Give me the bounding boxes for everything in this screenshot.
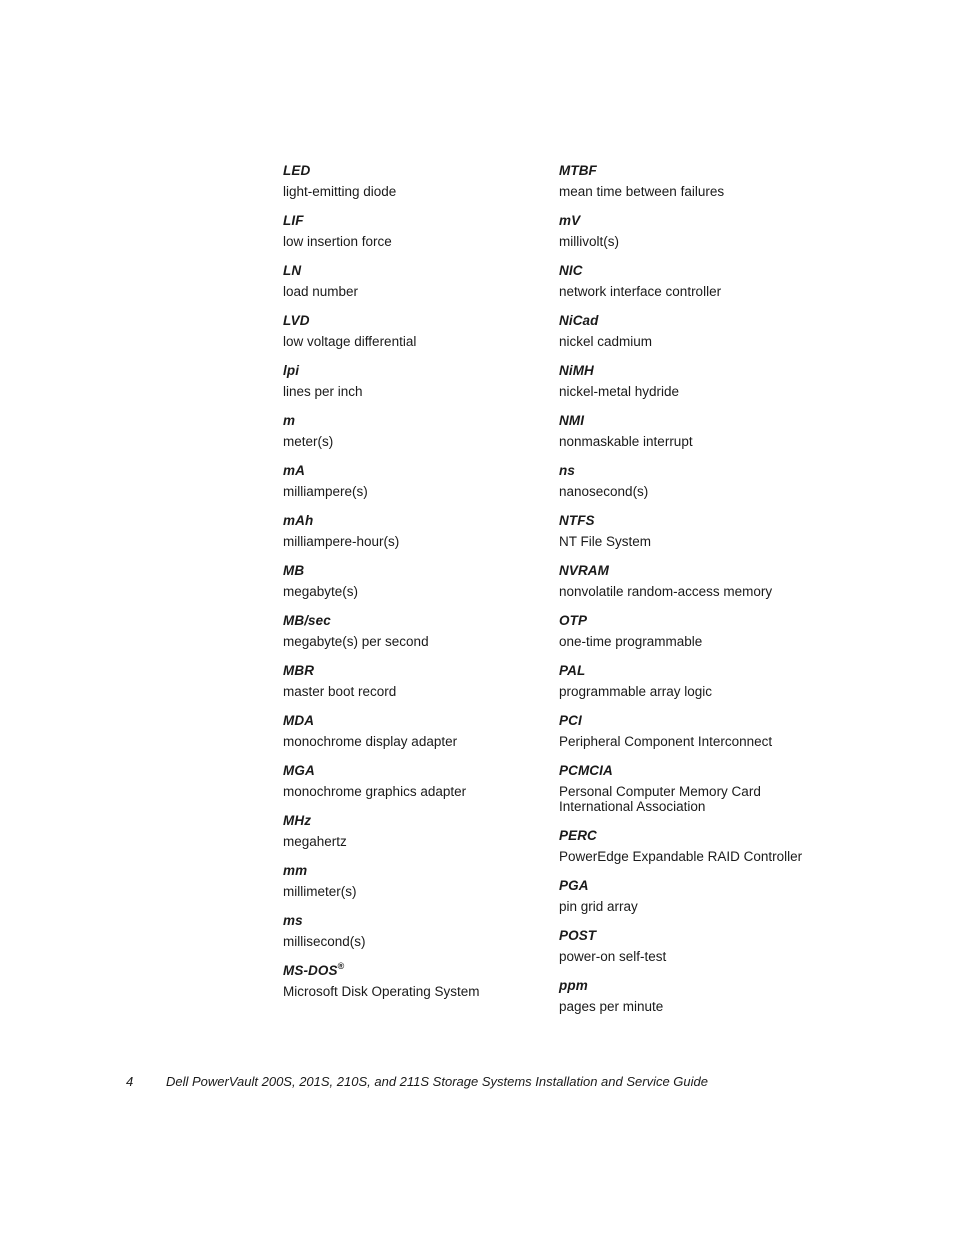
glossary-entry bbox=[283, 862, 545, 899]
glossary-entry bbox=[283, 762, 545, 799]
glossary-term bbox=[559, 662, 829, 680]
glossary-term bbox=[283, 512, 545, 530]
glossary-definition: megahertz bbox=[283, 834, 347, 849]
glossary-entry bbox=[559, 877, 829, 914]
glossary-entry bbox=[283, 412, 545, 449]
glossary-term bbox=[559, 412, 829, 430]
glossary-entry bbox=[283, 562, 545, 599]
glossary-term bbox=[283, 862, 545, 880]
page-number: 4 bbox=[126, 1074, 134, 1089]
glossary-definition: power-on self-test bbox=[559, 949, 667, 964]
glossary-term-text: mAh bbox=[283, 513, 314, 528]
glossary-definition: Microsoft Disk Operating System bbox=[283, 984, 480, 999]
glossary-term bbox=[559, 562, 829, 580]
glossary-definition: lines per inch bbox=[283, 384, 363, 399]
glossary-entry bbox=[559, 662, 829, 699]
glossary-term bbox=[559, 977, 829, 995]
glossary-term-text: NiMH bbox=[559, 363, 594, 378]
glossary-term-text: ns bbox=[559, 463, 575, 478]
glossary-term bbox=[559, 362, 829, 380]
registered-mark: ® bbox=[337, 960, 345, 971]
glossary-definition: megabyte(s) per second bbox=[283, 634, 429, 649]
glossary-term-text: mA bbox=[283, 463, 305, 478]
glossary-definition: nonvolatile random-access memory bbox=[559, 584, 773, 599]
glossary-term bbox=[283, 362, 545, 380]
glossary-term bbox=[559, 512, 829, 530]
document-title: Dell PowerVault 200S, 201S, 210S, and 211S Storage Systems Installation and Service Guide bbox=[166, 1074, 708, 1089]
glossary-definition: Personal Computer Memory Card International Association bbox=[559, 784, 761, 814]
glossary-definition: monochrome display adapter bbox=[283, 734, 458, 749]
glossary-entry bbox=[559, 412, 829, 449]
glossary-term-text: mV bbox=[559, 213, 581, 228]
glossary-term-text: PCI bbox=[559, 713, 582, 728]
glossary-definition: network interface controller bbox=[559, 284, 722, 299]
glossary-definition: nickel-metal hydride bbox=[559, 384, 680, 399]
glossary-entry bbox=[559, 462, 829, 499]
glossary-term bbox=[559, 312, 829, 330]
glossary-term-text: OTP bbox=[559, 613, 588, 628]
glossary-definition: load number bbox=[283, 284, 359, 299]
glossary-entry bbox=[559, 612, 829, 649]
glossary-term-text: POST bbox=[559, 928, 597, 943]
glossary-term-text: PERC bbox=[559, 828, 597, 843]
glossary-term-text: PCMCIA bbox=[559, 763, 613, 778]
glossary-entry bbox=[283, 362, 545, 399]
glossary-term-text: NIC bbox=[559, 263, 583, 278]
glossary-definition: millivolt(s) bbox=[559, 234, 619, 249]
glossary-entry bbox=[559, 362, 829, 399]
glossary-term bbox=[559, 212, 829, 230]
glossary-term bbox=[559, 612, 829, 630]
glossary-entry bbox=[283, 462, 545, 499]
glossary-entry bbox=[283, 612, 545, 649]
glossary-entry bbox=[283, 512, 545, 549]
glossary-definition: mean time between failures bbox=[559, 184, 725, 199]
glossary-definition: nickel cadmium bbox=[559, 334, 653, 349]
glossary-entry bbox=[559, 212, 829, 249]
glossary-entry bbox=[559, 162, 829, 199]
glossary-column-left bbox=[283, 162, 545, 1012]
glossary-term-text: LIF bbox=[283, 213, 304, 228]
glossary-term bbox=[559, 712, 829, 730]
glossary-entry bbox=[559, 827, 829, 864]
glossary-entry bbox=[283, 262, 545, 299]
glossary-definition: Peripheral Component Interconnect bbox=[559, 734, 773, 749]
glossary-entry bbox=[283, 962, 545, 999]
glossary-term-text: MB/sec bbox=[283, 613, 331, 628]
glossary-term-text: NMI bbox=[559, 413, 585, 428]
glossary-term bbox=[559, 262, 829, 280]
glossary-column-right bbox=[559, 162, 829, 1027]
glossary-term-text: mm bbox=[283, 863, 308, 878]
glossary-definition: nanosecond(s) bbox=[559, 484, 649, 499]
glossary-term-text: MDA bbox=[283, 713, 315, 728]
glossary-term-text: MTBF bbox=[559, 163, 597, 178]
glossary-definition: PowerEdge Expandable RAID Controller bbox=[559, 849, 803, 864]
glossary-entry bbox=[559, 977, 829, 1014]
glossary-entry bbox=[559, 262, 829, 299]
glossary-definition: millimeter(s) bbox=[283, 884, 357, 899]
glossary-entry bbox=[283, 312, 545, 349]
glossary-term-text: NVRAM bbox=[559, 563, 609, 578]
glossary-entry bbox=[283, 212, 545, 249]
glossary-definition: monochrome graphics adapter bbox=[283, 784, 467, 799]
glossary-term bbox=[283, 462, 545, 480]
glossary-term-text: MS-DOS bbox=[283, 963, 338, 978]
glossary-entry bbox=[559, 762, 829, 814]
glossary-definition: milliampere-hour(s) bbox=[283, 534, 400, 549]
page-footer bbox=[126, 1074, 708, 1090]
glossary-definition: meter(s) bbox=[283, 434, 334, 449]
glossary-term-text: MHz bbox=[283, 813, 312, 828]
glossary-term bbox=[283, 712, 545, 730]
glossary-term bbox=[283, 162, 545, 180]
glossary-term bbox=[283, 662, 545, 680]
glossary-entry bbox=[559, 927, 829, 964]
glossary-entry bbox=[283, 712, 545, 749]
glossary-term-text: lpi bbox=[283, 363, 300, 378]
glossary-term bbox=[283, 762, 545, 780]
glossary-term-text: m bbox=[283, 413, 296, 428]
glossary-term bbox=[559, 762, 829, 780]
glossary-term-text: MB bbox=[283, 563, 305, 578]
glossary-term-text: NiCad bbox=[559, 313, 599, 328]
glossary-term bbox=[283, 212, 545, 230]
glossary-definition: master boot record bbox=[283, 684, 397, 699]
glossary-term-text: PGA bbox=[559, 878, 589, 893]
glossary-definition: nonmaskable interrupt bbox=[559, 434, 693, 449]
glossary-entry bbox=[559, 562, 829, 599]
glossary-term bbox=[283, 312, 545, 330]
glossary-term-text: MGA bbox=[283, 763, 315, 778]
glossary-definition: milliampere(s) bbox=[283, 484, 368, 499]
glossary-term-text: LN bbox=[283, 263, 302, 278]
glossary-term bbox=[559, 162, 829, 180]
glossary-definition: programmable array logic bbox=[559, 684, 713, 699]
glossary-entry bbox=[283, 812, 545, 849]
glossary-term bbox=[559, 462, 829, 480]
glossary-entry bbox=[559, 512, 829, 549]
glossary-definition: megabyte(s) bbox=[283, 584, 359, 599]
glossary-term-text: ppm bbox=[559, 978, 588, 993]
glossary-term bbox=[283, 562, 545, 580]
glossary-definition: low voltage differential bbox=[283, 334, 417, 349]
glossary-term-text: PAL bbox=[559, 663, 586, 678]
glossary-definition: pages per minute bbox=[559, 999, 664, 1014]
glossary-entry bbox=[559, 712, 829, 749]
glossary-entry bbox=[283, 662, 545, 699]
glossary-term-text: MBR bbox=[283, 663, 315, 678]
glossary-entry bbox=[283, 162, 545, 199]
glossary-definition: millisecond(s) bbox=[283, 934, 366, 949]
glossary-term bbox=[559, 827, 829, 845]
glossary-term bbox=[283, 962, 545, 980]
glossary-term-text: LVD bbox=[283, 313, 310, 328]
glossary-entry bbox=[559, 312, 829, 349]
glossary-term bbox=[283, 612, 545, 630]
glossary-term bbox=[559, 927, 829, 945]
glossary-term-text: ms bbox=[283, 913, 303, 928]
glossary-term bbox=[283, 412, 545, 430]
glossary-definition: low insertion force bbox=[283, 234, 392, 249]
glossary-term bbox=[283, 812, 545, 830]
glossary-term-text: NTFS bbox=[559, 513, 595, 528]
glossary-definition: light-emitting diode bbox=[283, 184, 397, 199]
glossary-definition: pin grid array bbox=[559, 899, 638, 914]
glossary-term-text: LED bbox=[283, 163, 311, 178]
glossary-term bbox=[283, 912, 545, 930]
glossary-definition: one-time programmable bbox=[559, 634, 703, 649]
glossary-entry bbox=[283, 912, 545, 949]
glossary-term bbox=[283, 262, 545, 280]
glossary-definition: NT File System bbox=[559, 534, 652, 549]
glossary-term bbox=[559, 877, 829, 895]
